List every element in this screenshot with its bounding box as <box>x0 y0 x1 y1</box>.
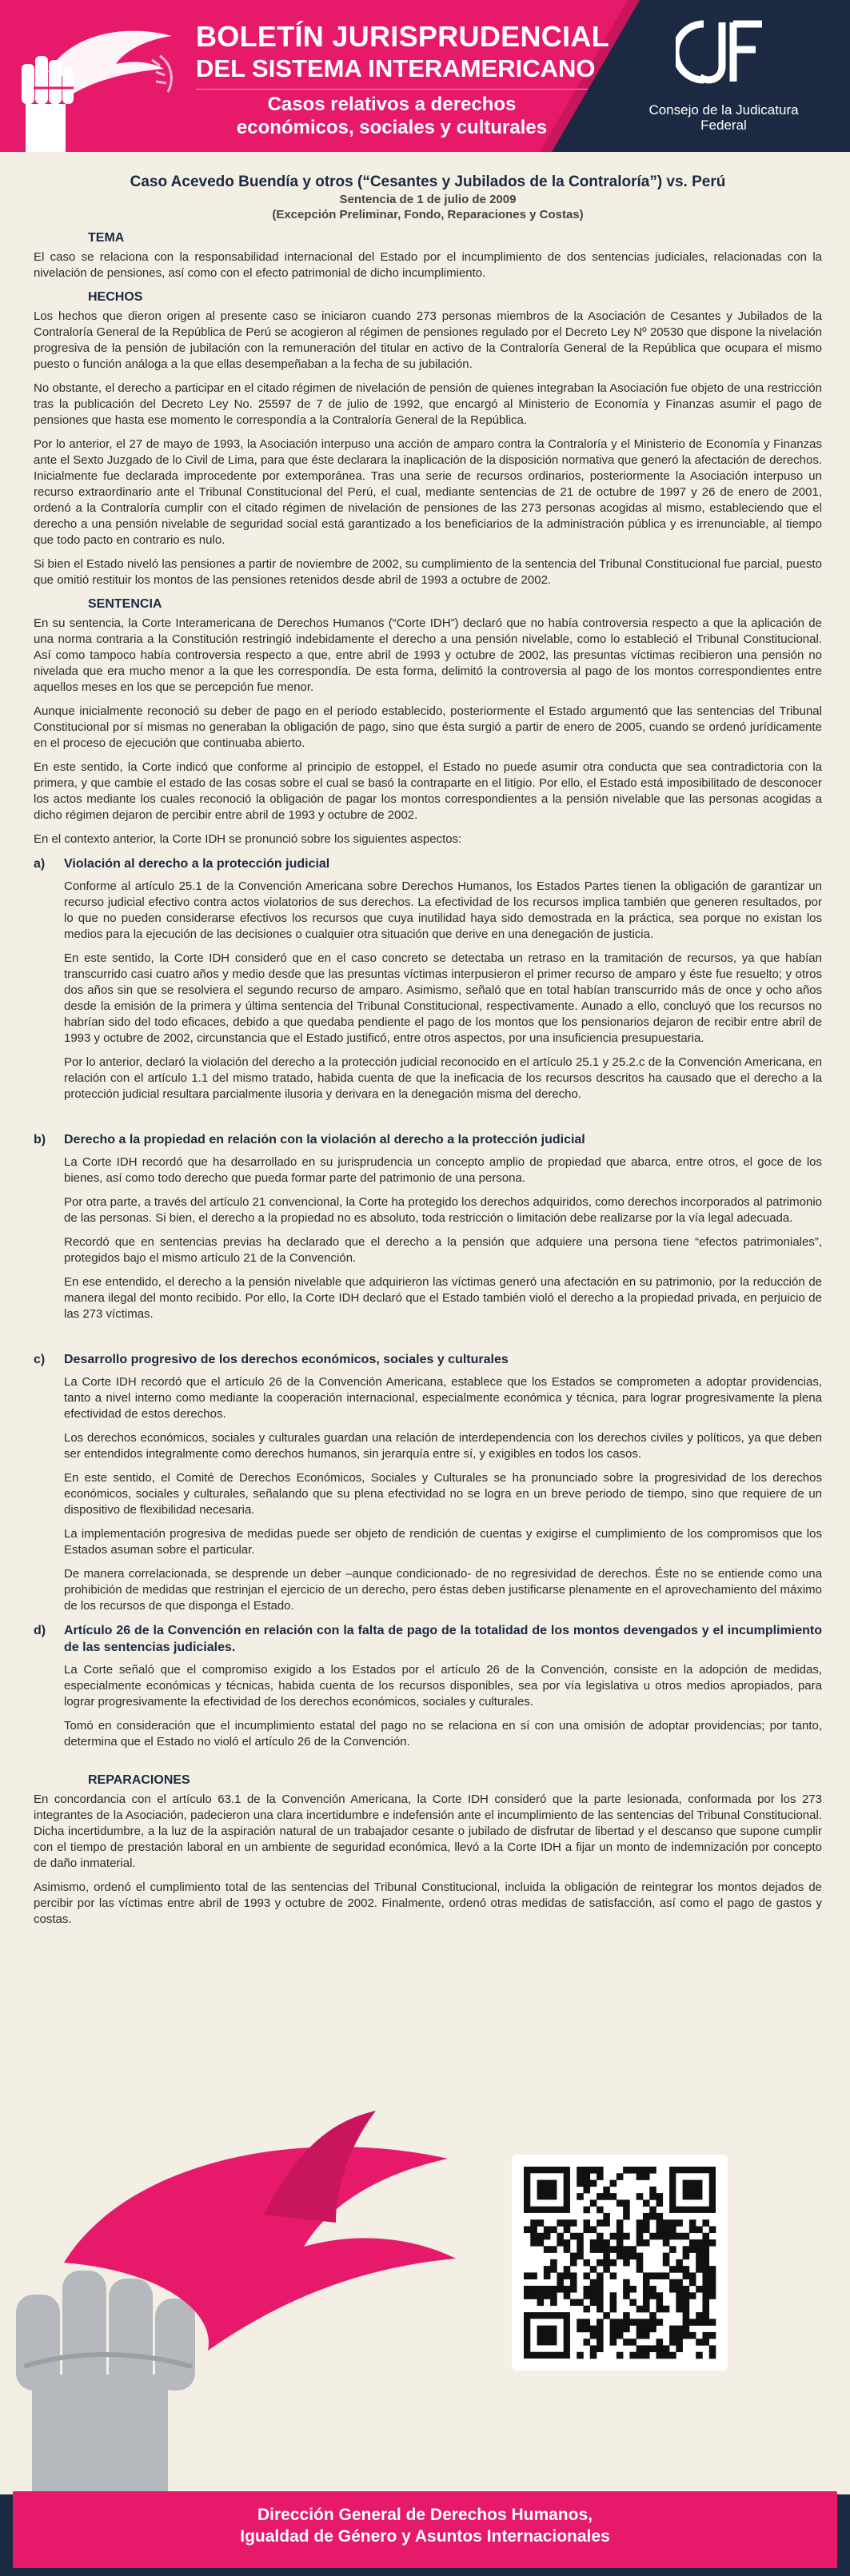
paragraph: Los derechos económicos, sociales y culturales guardan una relación de interdependencia con los derechos civiles y políticos, ya que deben ser entendidos integralmente como derechos humanos, sin jerarquía entre sí, y exigibles en todos los casos. <box>64 1431 822 1461</box>
bulletin-subtitle: DEL SISTEMA INTERAMERICANO <box>196 54 596 82</box>
section-heading-sentencia: SENTENCIA <box>88 597 162 611</box>
paragraph: En este sentido, el Comité de Derechos Económicos, Sociales y Culturales se ha pronunciado sobre la progresividad de los derechos económicos, sociales y culturales, señalando que su plena efectividad no se logra en un breve periodo de tiempo, sino que requiere de un dispositivo de flexibilidad necesaria. <box>64 1471 822 1517</box>
paragraph: La Corte señaló que el compromiso exigido a los Estados por el artículo 26 de la Convención, consiste en la adopción de medidas, especialmente económicas y técnicas, habida cuenta de los recursos disponibles, sea por vía legislativa u otros medios apropiados, para lograr progresivamente la efectividad de los derechos económicos, sociales y culturales. <box>64 1663 822 1709</box>
footer-line-1: Dirección General de Derechos Humanos, <box>257 2506 593 2524</box>
bulletin-title: BOLETÍN JURISPRUDENCIAL <box>196 20 609 53</box>
subsection-heading-d <box>34 1622 822 1656</box>
subsection-letter: d) <box>34 1624 46 1637</box>
footer-text <box>13 2504 837 2547</box>
paragraph: Por lo anterior, el 27 de mayo de 1993, la Asociación interpuso una acción de amparo contra la Contraloría y el Ministerio de Economía y Finanzas ante el Sexto Juzgado de lo Civil de Lima, para que éste declarara la inaplicación de la disposición normativa que generó la afectación de derechos. Inicialmente fue declarada improcedente por extemporánea. Tras una serie de recursos ordinarios, posteriormente la Asociación interpuso un recurso extraordinario ante el Tribunal Constitucional del Perú, el cual, mediante sentencias de 21 de octubre de 1997 y 26 de enero de 2001, ordenó a la Contraloría cumplir con el citado régimen de nivelación de pensiones de las 273 personas acogidas al mismo, estableciendo que el derecho a una pensión nivelable de seguridad social está garantizado a los beneficiarios de la administración pública y es irrenunciable, al tiempo que todo pacto en contrario es nulo. <box>34 437 822 547</box>
raised-fist-icon <box>16 2271 195 2494</box>
paragraph: Asimismo, ordenó el cumplimiento total de las sentencias del Tribunal Constitucional, incluida la obligación de reintegrar los montos dejados de percibir por las víctimas entre abril de 1993 y octubre de 2002. Finalmente, ordenó otras medidas de satisfacción, así como el pago de gastos y costas. <box>34 1880 822 1926</box>
subsection-letter: a) <box>34 857 46 871</box>
qr-code-pattern <box>512 2155 728 2371</box>
paragraph: Los hechos que dieron origen al presente caso se iniciaron cuando 273 personas miembros de la Asociación de Cesantes y Jubilados de la Contraloría General de la República de Perú se acogieron al régimen de pensiones regulado por el Decreto Ley Nº 20530 que dispone la nivelación progresiva de la pensión de jubilación con la remuneración del titular en activo de la Contraloría General de la República que ocupara el mismo puesto o función análoga a la que ellas desempeñaban a la fecha de su jubilación. <box>34 309 822 371</box>
paragraph: Recordó que en sentencias previas ha declarado que el derecho a la pensión que adquiere una persona tiene “efectos patrimoniales”, protegidos bajo el mismo artículo 21 de la Convención. <box>64 1235 822 1265</box>
subsection-body-b <box>64 1154 822 1322</box>
footer-line-2: Igualdad de Género y Asuntos Internacionales <box>240 2527 610 2546</box>
paragraph: La Corte IDH recordó que ha desarrollado en su jurisprudencia un concepto amplio de propiedad que abarca, entre otros, el goce de los bienes, así como todo derecho que pueda formar parte del patrimonio de una persona. <box>64 1155 822 1185</box>
paragraph: En concordancia con el artículo 63.1 de la Convención Americana, la Corte IDH consideró que la parte lesionada, conformada por los 273 integrantes de la Asociación, padecieron una clara incertidumbre e indefensión ante el incumplimiento de las sentencias del Tribunal Constitucional. Dicha incertidumbre, a la luz de la aspiración natural de un trabajador cesante o jubilado de disfrutar de libertad y el descanso que supone cumplir con el tiempo de prestación laboral en un ambiente de seguridad económica, llevó a la Corte IDH a fijar un monto de indemnización por concepto de daño inmaterial. <box>34 1792 822 1870</box>
paragraph: La Corte IDH recordó que el artículo 26 de la Convención Americana, establece que los Estados se comprometen a adoptar providencias, tanto a nivel interno como mediante la cooperación internacional, especialmente económica y técnica, para lograr progresivamente la plena efectividad de estos derechos. <box>64 1375 822 1421</box>
paragraph: Por lo anterior, declaró la violación del derecho a la protección judicial reconocido en el artículo 25.1 y 25.2.c de la Convención Americana, en relación con el artículo 1.1 del mismo tratado, habida cuenta de que la ineficacia de los recursos descritos ha causado que el derecho a la protección judicial resultara parcialmente ilusoria y derivara en la denegación misma del derecho. <box>64 1055 822 1101</box>
paragraph: El caso se relaciona con la responsabilidad internacional del Estado por el incumplimiento de dos sentencias judiciales, relacionadas con la nivelación de pensiones, así como con el efecto patrimonial de dicho incumplimiento. <box>34 250 822 280</box>
subsection-title: Violación al derecho a la protección judicial <box>64 857 330 871</box>
header-banner <box>0 0 850 152</box>
paragraph: En este sentido, la Corte IDH consideró que en el caso concreto se detectaba un retraso en la tramitación de recursos, ya que habían transcurrido casi cuatro años y medio desde que las presuntas víctimas interpusieron el primer recurso de amparo y éste fue resuelto; y otros dos años sin que se resolviera el segundo recurso de amparo. Asimismo, señaló que en total habían transcurrido más de once y ocho años desde la emisión de la primera y última sentencia del Tribunal Constitucional, respectivamente. Aunado a ello, concluyó que los recursos no habrían sido del todo eficaces, debido a que quedaba pendiente el pago de los montos que los pensionarios dejaron de recibir entre abril de 1993 y octubre de 2002, circunstancia que el Estado justificó, entre otros aspectos, por una insuficiencia presupuestaria. <box>64 951 822 1045</box>
paragraph: Tomó en consideración que el incumplimiento estatal del pago no se relaciona en sí con una omisión de adoptar providencias; por tanto, determina que el Estado no violó el artículo 26 de la Convención. <box>64 1719 822 1749</box>
bulletin-content <box>34 173 822 1936</box>
subsection-body-d <box>64 1662 822 1750</box>
bulletin-topic: Casos relativos a derechos económicos, sociales y culturales <box>236 94 548 138</box>
subsection-letter: c) <box>34 1353 46 1366</box>
paragraph: Por otra parte, a través del artículo 21 convencional, la Corte ha protegido los derechos adquiridos, como derechos incorporados al patrimonio de las personas. Si bien, el derecho a la propiedad no es absoluto, toda restricción o limitación debe realizarse por la vía legal adecuada. <box>64 1195 822 1225</box>
case-title: Caso Acevedo Buendía y otros (“Cesantes y Jubilados de la Contraloría”) vs. Perú <box>130 173 726 190</box>
subsection-body-a <box>64 879 822 1103</box>
header-divider <box>196 89 588 90</box>
section-heading-tema: TEMA <box>88 231 125 245</box>
paragraph: Si bien el Estado niveló las pensiones a partir de noviembre de 2002, su cumplimiento de la sentencia del Tribunal Constitucional fue parcial, puesto que omitió restituir los montos de las pensiones retenidos desde abril de 1993 a octubre de 2002. <box>34 557 822 587</box>
paragraph: De manera correlacionada, se desprende un deber –aunque condicionado- de no regresividad de derechos. Éste no se entiende como una prohibición de medidas que restrinjan el ejercicio de un derecho, pero éstas deben justificarse plenamente en el aprovechamiento del máximo de los recursos de que disponga el Estado. <box>64 1567 822 1613</box>
institution-name: Consejo de la Judicatura Federal <box>648 102 799 133</box>
subsection-heading-a <box>34 855 822 872</box>
subsection-title: Artículo 26 de la Convención en relación con la falta de pago de la totalidad de los montos devengados y el incumplimiento de las sentencias judiciales. <box>64 1624 822 1654</box>
raised-fist-icon <box>10 32 106 152</box>
case-date: Sentencia de 1 de julio de 2009 <box>339 193 517 206</box>
paragraph: En ese entendido, el derecho a la pensión nivelable que adquirieron las víctimas generó una afectación en su patrimonio, por la reducción de manera ilegal del monto recibido. Por ello, la Corte IDH declaró que el Estado también violó el derecho a la propiedad privada, en perjuicio de las 273 víctimas. <box>64 1275 822 1321</box>
section-heading-hechos: HECHOS <box>88 290 143 304</box>
paragraph: No obstante, el derecho a participar en el citado régimen de nivelación de pensión de quienes integraban la Asociación fue objeto de una restricción tras la publicación del Decreto Ley No. 25597 de 7 de julio de 1992, que encargó al Ministerio de Economía y Finanzas asumir el pago de pensiones que hasta ese momento le correspondía a la Contraloría General de la República. <box>34 381 822 427</box>
paragraph: En este sentido, la Corte indicó que conforme al principio de estoppel, el Estado no puede asumir otra conducta que sea contradictoria con la primera, y que cambie el estado de las cosas sobre el cual se basó la contraparte en el litigio. Por ello, el Estado está imposibilitado de desconocer los actos mediante los cuales reconoció la obligación de pagar los montos correspondientes a la pensión nivelable que las personas acogidas a dicho régimen dejaron de percibir entre abril de 1993 y octubre de 2002. <box>34 760 822 822</box>
paragraph: La implementación progresiva de medidas puede ser objeto de rendición de cuentas y exigirse el cumplimiento de los compromisos que los Estados asuman sobre el particular. <box>64 1527 822 1557</box>
subsection-body-c <box>64 1374 822 1614</box>
subsection-title: Derecho a la propiedad en relación con la violación al derecho a la protección judicial <box>64 1133 585 1146</box>
paragraph: En su sentencia, la Corte Interamericana de Derechos Humanos (“Corte IDH”) declaró que no había controversia respecto a que la aplicación de una norma contraria a la Constitución restringió indebidamente el derecho a una pensión nivelable, como lo estableció el Tribunal Constitucional. Así como tampoco había controversia respecto a que, entre abril de 1993 y octubre de 2002, las presuntas víctimas recibieron una pensión no nivelada que era mucho menor a la que les correspondía. De esta forma, delimitó la controversia al pago de los montos correspondientes entre aquellos meses en los que se percepción fue menor. <box>34 616 822 694</box>
subsection-letter: b) <box>34 1133 46 1146</box>
paragraph: Aunque inicialmente reconoció su deber de pago en el periodo establecido, posteriormente el Estado argumentó que las sentencias del Tribunal Constitucional por sí mismas no generaban la obligación de pago, sino que ésta surgió a partir de enero de 2005, cuando se ordenó jurídicamente en el proceso de ejecución que continuaba abierto. <box>34 704 822 750</box>
subsection-heading-c <box>34 1351 822 1368</box>
subsection-heading-b <box>34 1131 822 1148</box>
section-heading-reparaciones: REPARACIONES <box>88 1773 190 1787</box>
case-type: (Excepción Preliminar, Fondo, Reparaciones y Costas) <box>272 208 584 221</box>
cjf-logo <box>676 16 772 88</box>
paragraph: Conforme al artículo 25.1 de la Convención Americana sobre Derechos Humanos, los Estados Partes tienen la obligación de garantizar un recurso judicial efectivo contra actos violatorios de sus derechos. La efectividad de los recursos implica también que generen resultados, por lo que no pueden considerarse efectivos los recursos que cuya inutilidad haya sido demostrada en la práctica, sea porque no existan los medios para la ejecución de las decisiones o cualquier otra situación que derive en una denegación de justicia. <box>64 879 822 941</box>
qr-code[interactable] <box>512 2155 728 2371</box>
subsection-title: Desarrollo progresivo de los derechos económicos, sociales y culturales <box>64 1353 509 1366</box>
paragraph: En el contexto anterior, la Corte IDH se pronunció sobre los siguientes aspectos: <box>34 832 462 846</box>
